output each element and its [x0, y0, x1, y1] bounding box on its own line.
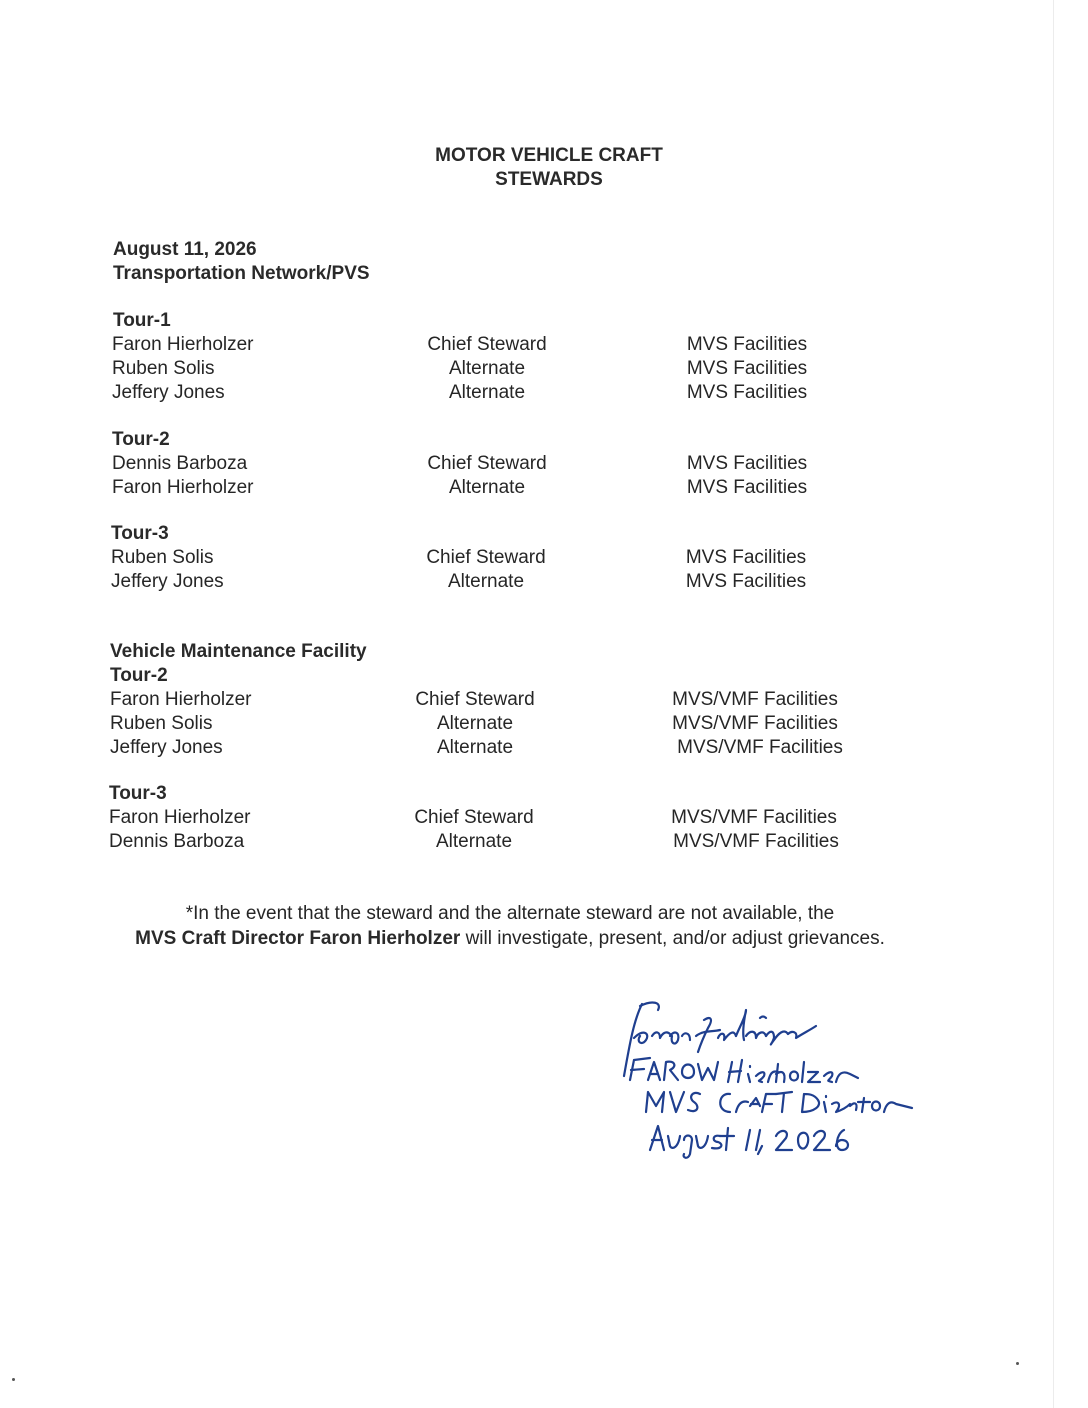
- steward-role: Alternate: [436, 737, 514, 758]
- steward-role: Alternate: [435, 831, 513, 852]
- document-header: [113, 238, 370, 286]
- steward-role: Alternate: [448, 382, 526, 403]
- steward-facility: MVS/VMF Facilities: [672, 689, 838, 710]
- steward-name: Faron Hierholzer: [110, 689, 252, 710]
- steward-role: Alternate: [448, 358, 526, 379]
- steward-facility: MVS/VMF Facilities: [672, 713, 838, 734]
- document-title: [0, 144, 1088, 192]
- steward-role: Chief Steward: [427, 334, 547, 355]
- tour-label: Tour-1: [113, 310, 171, 331]
- steward-name: Faron Hierholzer: [109, 807, 251, 828]
- steward-name: Ruben Solis: [111, 547, 214, 568]
- tour-label: Tour-2: [112, 429, 170, 450]
- steward-name: Jeffery Jones: [111, 571, 224, 592]
- steward-role: Alternate: [447, 571, 525, 592]
- scan-edge-line: [1053, 0, 1054, 1408]
- steward-facility: MVS Facilities: [686, 358, 808, 379]
- footnote-director: MVS Craft Director Faron Hierholzer: [135, 928, 461, 949]
- steward-role: Alternate: [436, 713, 514, 734]
- steward-name: Ruben Solis: [112, 358, 215, 379]
- steward-facility: MVS/VMF Facilities: [677, 737, 843, 758]
- steward-role: Chief Steward: [414, 807, 534, 828]
- steward-name: Dennis Barboza: [112, 453, 248, 474]
- steward-facility: MVS Facilities: [686, 382, 808, 403]
- footnote-line-2: [100, 926, 920, 951]
- scan-speck: [1016, 1362, 1019, 1365]
- steward-name: Faron Hierholzer: [112, 334, 254, 355]
- steward-name: Faron Hierholzer: [112, 477, 254, 498]
- steward-facility: MVS Facilities: [686, 477, 808, 498]
- section-heading: Vehicle Maintenance Facility: [110, 641, 367, 662]
- steward-facility: MVS Facilities: [685, 571, 807, 592]
- title-line-1: MOTOR VEHICLE CRAFT: [435, 145, 663, 166]
- steward-facility: MVS Facilities: [686, 453, 808, 474]
- steward-facility: MVS Facilities: [685, 547, 807, 568]
- steward-name: Jeffery Jones: [110, 737, 223, 758]
- footnote: [100, 901, 920, 951]
- steward-role: Alternate: [448, 477, 526, 498]
- steward-facility: MVS/VMF Facilities: [673, 831, 839, 852]
- network-name: Transportation Network/PVS: [113, 263, 370, 284]
- handwritten-signature: [600, 990, 930, 1160]
- footnote-line-1: *In the event that the steward and the alternate steward are not available, the: [185, 903, 835, 924]
- steward-facility: MVS Facilities: [686, 334, 808, 355]
- tour-label: Tour-3: [111, 523, 169, 544]
- steward-facility: MVS/VMF Facilities: [671, 807, 837, 828]
- title-line-2: STEWARDS: [495, 169, 603, 190]
- footnote-line-2-rest: will investigate, present, and/or adjust grievances.: [460, 928, 885, 949]
- steward-name: Ruben Solis: [110, 713, 213, 734]
- scan-speck: [12, 1378, 15, 1381]
- steward-role: Chief Steward: [415, 689, 535, 710]
- steward-name: Dennis Barboza: [109, 831, 245, 852]
- steward-name: Jeffery Jones: [112, 382, 225, 403]
- steward-role: Chief Steward: [427, 453, 547, 474]
- tour-label: Tour-3: [109, 783, 167, 804]
- steward-role: Chief Steward: [426, 547, 546, 568]
- tour-label: Tour-2: [110, 665, 168, 686]
- document-date: August 11, 2026: [113, 239, 257, 260]
